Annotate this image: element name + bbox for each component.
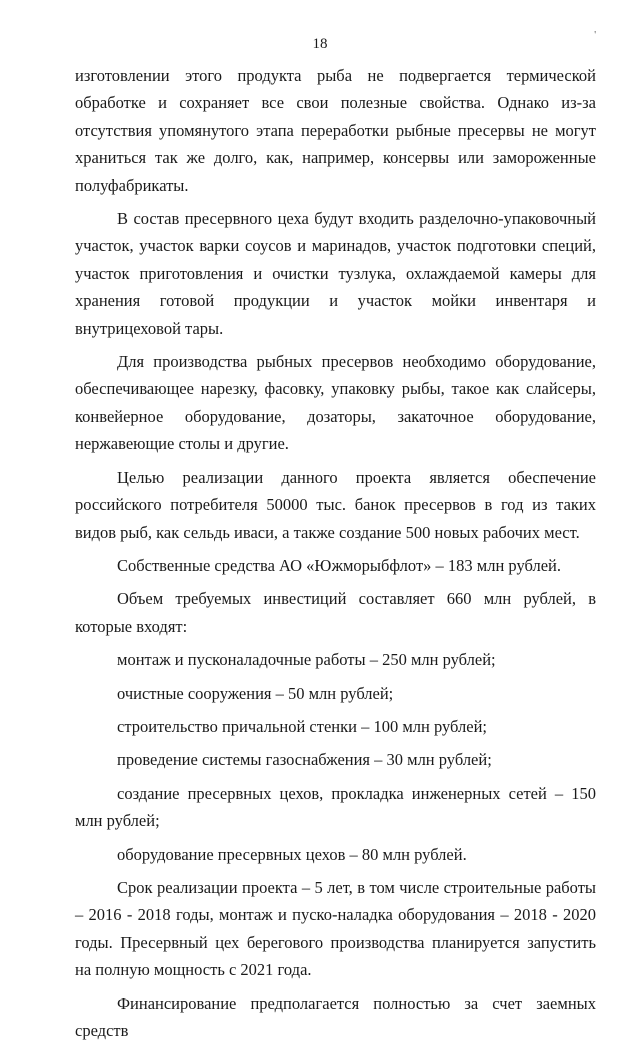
list-item: оборудование пресервных цехов – 80 млн рублей.: [117, 844, 467, 864]
paragraph: Для производства рыбных пресервов необходимо оборудование, обеспечивающее нарезку, фасовку, упаковку рыбы, такое как слайсеры, конвейерное оборудование, дозаторы, закаточное оборудование, нержавеющие столы и другие.: [75, 352, 596, 454]
list-item: очистные сооружения – 50 млн рублей;: [117, 683, 394, 703]
body-text: [75, 62, 596, 1050]
paragraph: Целью реализации данного проекта является обеспечение российского потребителя 50000 тыс. банок пресервов в год из таких видов рыб, как сельдь иваси, а также создание 500 новых рабочих мест.: [75, 467, 596, 542]
list-item: строительство причальной стенки – 100 млн рублей;: [117, 716, 487, 736]
paragraph: изготовлении этого продукта рыба не подвергается термической обработке и сохраняет все свои полезные свойства. Однако из-за отсутствия упомянутого этапа переработки рыбные пресервы не могут храниться так же долго, как, например, консервы или замороженные полуфабрикаты.: [75, 66, 596, 195]
paragraph: В состав пресервного цеха будут входить разделочно-упаковочный участок, участок варки соусов и маринадов, участок подготовки специй, участок приготовления и очистки тузлука, охлаждаемой камеры для хранения готовой продукции и участок мойки инвентаря и внутрицеховой тары.: [75, 209, 596, 338]
page-number: 18: [312, 36, 328, 52]
corner-mark: ': [594, 30, 596, 41]
paragraph: Объем требуемых инвестиций составляет 660 млн рублей, в которые входят:: [75, 589, 596, 636]
paragraph: Финансирование предполагается полностью за счет заемных средств: [75, 993, 596, 1040]
list-item: проведение системы газоснабжения – 30 млн рублей;: [117, 750, 492, 770]
list-item: монтаж и пусконаладочные работы – 250 млн рублей;: [117, 650, 496, 670]
paragraph: Собственные средства АО «Южморыбфлот» – 183 млн рублей.: [117, 555, 561, 575]
paragraph: Срок реализации проекта – 5 лет, в том числе строительные работы – 2016 - 2018 годы, монтаж и пуско-наладка оборудования – 2018 - 2020 годы. Пресервный цех берегового производства планируется запустить на полную мощность с 2021 года.: [75, 877, 596, 980]
list-item: создание пресервных цехов, прокладка инженерных сетей – 150 млн рублей;: [75, 783, 596, 831]
